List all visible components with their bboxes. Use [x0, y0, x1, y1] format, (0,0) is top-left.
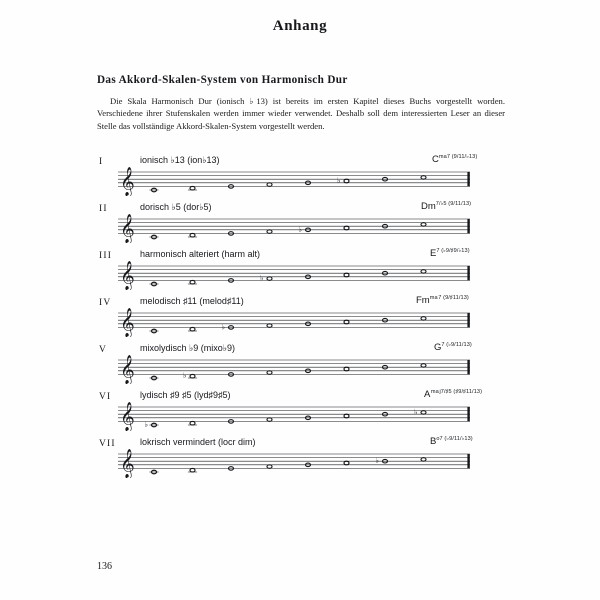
section-heading: Das Akkord-Skalen-System von Harmonisch Dur	[97, 74, 348, 86]
intro-paragraph: Die Skala Harmonisch Dur (ionisch ♭13) ist bereits im ersten Kapitel dieses Buchs vorgestellt worden. Verschiedene ihrer Stufenskalen werden immer wieder verwendet. Deshalb soll dem interessierten Leser an dieser Stelle das vollständige Akkord-Skalen-System vorgestellt werden.	[97, 96, 505, 131]
whole-note	[344, 320, 349, 324]
whole-note	[421, 317, 426, 321]
notehead	[190, 421, 195, 425]
roman-numeral: I	[99, 157, 104, 167]
chord-root: G	[434, 342, 442, 354]
notehead	[421, 176, 426, 180]
whole-note	[149, 188, 158, 192]
final-barline	[467, 407, 469, 421]
notehead	[190, 233, 195, 237]
scale-name-label: mixolydisch ♭9 (mixo♭9)	[140, 343, 236, 353]
whole-note	[344, 226, 349, 230]
whole-note	[267, 465, 272, 469]
treble-clef: 𝄞	[120, 307, 135, 337]
notehead	[421, 364, 426, 368]
whole-note	[421, 270, 426, 274]
accidental-sign: ♭	[375, 456, 380, 466]
notehead	[190, 327, 195, 331]
treble-clef: 𝄞	[120, 260, 135, 290]
whole-note	[344, 414, 349, 418]
whole-note	[344, 461, 349, 465]
notehead	[344, 179, 349, 183]
notehead	[421, 223, 426, 227]
chord-root: A	[424, 389, 431, 401]
whole-note	[183, 371, 197, 380]
roman-numeral: III	[99, 251, 113, 261]
whole-note	[188, 233, 197, 237]
staff-system	[0, 152, 600, 199]
staff-system-list	[0, 152, 600, 481]
treble-clef: 𝄞	[120, 166, 135, 196]
chord-symbol	[424, 389, 482, 400]
accidental-sign: ♭	[260, 273, 264, 283]
notehead	[421, 458, 426, 462]
chord-symbol	[421, 201, 471, 212]
music-staff	[118, 260, 470, 290]
scale-name-label: dorisch ♭5 (dor♭5)	[140, 202, 212, 212]
whole-note	[344, 273, 349, 277]
staff-system	[0, 246, 600, 293]
whole-note	[149, 282, 158, 286]
chord-extensions: 7 (♭9/♯9/♭13)	[436, 248, 470, 254]
staff-system	[0, 293, 600, 340]
notehead	[190, 186, 195, 190]
whole-note	[149, 470, 158, 474]
whole-note	[421, 458, 426, 462]
notehead	[190, 468, 195, 472]
whole-note	[414, 407, 426, 416]
roman-numeral: VII	[99, 439, 116, 449]
chord-extensions: ma j7/♯5 (♯9/♯11/13)	[430, 389, 483, 395]
page-title: Anhang	[272, 18, 328, 34]
chord-extensions: ma 7 (9/♯11/13)	[429, 295, 469, 301]
whole-note	[421, 176, 426, 180]
staff-system	[0, 340, 600, 387]
roman-numeral: IV	[99, 298, 112, 308]
accidental-sign: ♭	[414, 407, 418, 417]
final-barline	[467, 219, 469, 233]
chord-extensions: ma7 (9/11/♭13)	[438, 154, 478, 160]
chord-root: B	[430, 436, 437, 448]
accidental-sign: ♭	[337, 176, 341, 185]
notehead	[344, 226, 349, 230]
accidental-sign: ♭	[144, 420, 149, 429]
chord-symbol	[432, 154, 477, 165]
whole-note	[421, 223, 426, 227]
treble-clef: 𝄞	[120, 448, 135, 478]
music-staff	[118, 307, 470, 337]
accidental-sign: ♭	[221, 322, 226, 332]
whole-note	[260, 274, 272, 283]
chord-root: E	[430, 248, 437, 260]
whole-note	[267, 371, 272, 375]
chord-extensions: 7 (♭9/11/13)	[441, 342, 472, 348]
notehead	[344, 273, 349, 277]
final-barline	[467, 266, 469, 280]
whole-note	[267, 183, 272, 187]
chord-extensions: 7/♭5 (9/11/13)	[435, 201, 472, 207]
chord-extensions: o7 (♭9/11/♭13)	[436, 436, 473, 442]
whole-note	[267, 324, 272, 328]
whole-note	[188, 186, 197, 190]
notehead	[190, 280, 195, 284]
notehead	[421, 411, 426, 415]
final-barline	[467, 313, 469, 327]
whole-note	[267, 230, 272, 234]
final-barline	[467, 360, 469, 374]
page-number: 136	[97, 561, 112, 572]
notehead	[267, 183, 272, 187]
staff-system	[0, 387, 600, 434]
treble-clef: 𝄞	[120, 354, 135, 384]
roman-numeral: II	[99, 204, 108, 214]
notehead	[344, 414, 349, 418]
chord-root: C	[432, 154, 439, 166]
notehead	[267, 371, 272, 375]
notehead	[267, 324, 272, 328]
whole-note	[188, 327, 197, 331]
notehead	[267, 418, 272, 422]
music-staff	[118, 213, 470, 243]
treble-clef: 𝄞	[120, 401, 135, 431]
notehead	[344, 320, 349, 324]
whole-note	[188, 468, 197, 472]
scale-name-label: melodisch ♯11 (melod♯11)	[140, 296, 244, 306]
roman-numeral: VI	[99, 392, 112, 402]
notehead	[344, 461, 349, 465]
whole-note	[421, 364, 426, 368]
roman-numeral: V	[99, 345, 108, 355]
chord-symbol	[430, 248, 470, 259]
whole-note	[188, 421, 197, 425]
accidental-sign: ♭	[298, 224, 303, 234]
notehead	[190, 374, 195, 378]
music-staff	[118, 448, 470, 478]
staff-system	[0, 434, 600, 481]
whole-note	[337, 176, 349, 185]
whole-note	[149, 376, 158, 380]
whole-note	[188, 280, 197, 284]
final-barline	[467, 172, 469, 186]
music-staff	[118, 354, 470, 384]
notehead	[421, 270, 426, 274]
chord-root: Dm	[421, 201, 436, 213]
whole-note	[149, 235, 158, 239]
chord-root: Fm	[416, 295, 430, 307]
notehead	[344, 367, 349, 371]
notehead	[267, 277, 272, 281]
notehead	[421, 317, 426, 321]
final-barline	[467, 454, 469, 468]
treble-clef: 𝄞	[120, 213, 135, 243]
chord-symbol	[416, 295, 469, 306]
chord-symbol	[430, 436, 473, 447]
scale-name-label: harmonisch alteriert (harm alt)	[140, 249, 261, 259]
staff-system	[0, 199, 600, 246]
whole-note	[267, 418, 272, 422]
scale-name-label: lydisch ♯9 ♯5 (lyd♯9♯5)	[140, 390, 231, 400]
chord-symbol	[434, 342, 472, 353]
music-staff	[118, 166, 470, 196]
scale-name-label: lokrisch vermindert (locr dim)	[140, 437, 256, 447]
whole-note	[344, 367, 349, 371]
notehead	[267, 230, 272, 234]
notehead	[267, 465, 272, 469]
accidental-sign: ♭	[183, 371, 187, 381]
music-staff	[118, 401, 470, 431]
scale-name-label: ionisch ♭13 (ion♭13)	[140, 155, 220, 165]
whole-note	[149, 329, 158, 333]
